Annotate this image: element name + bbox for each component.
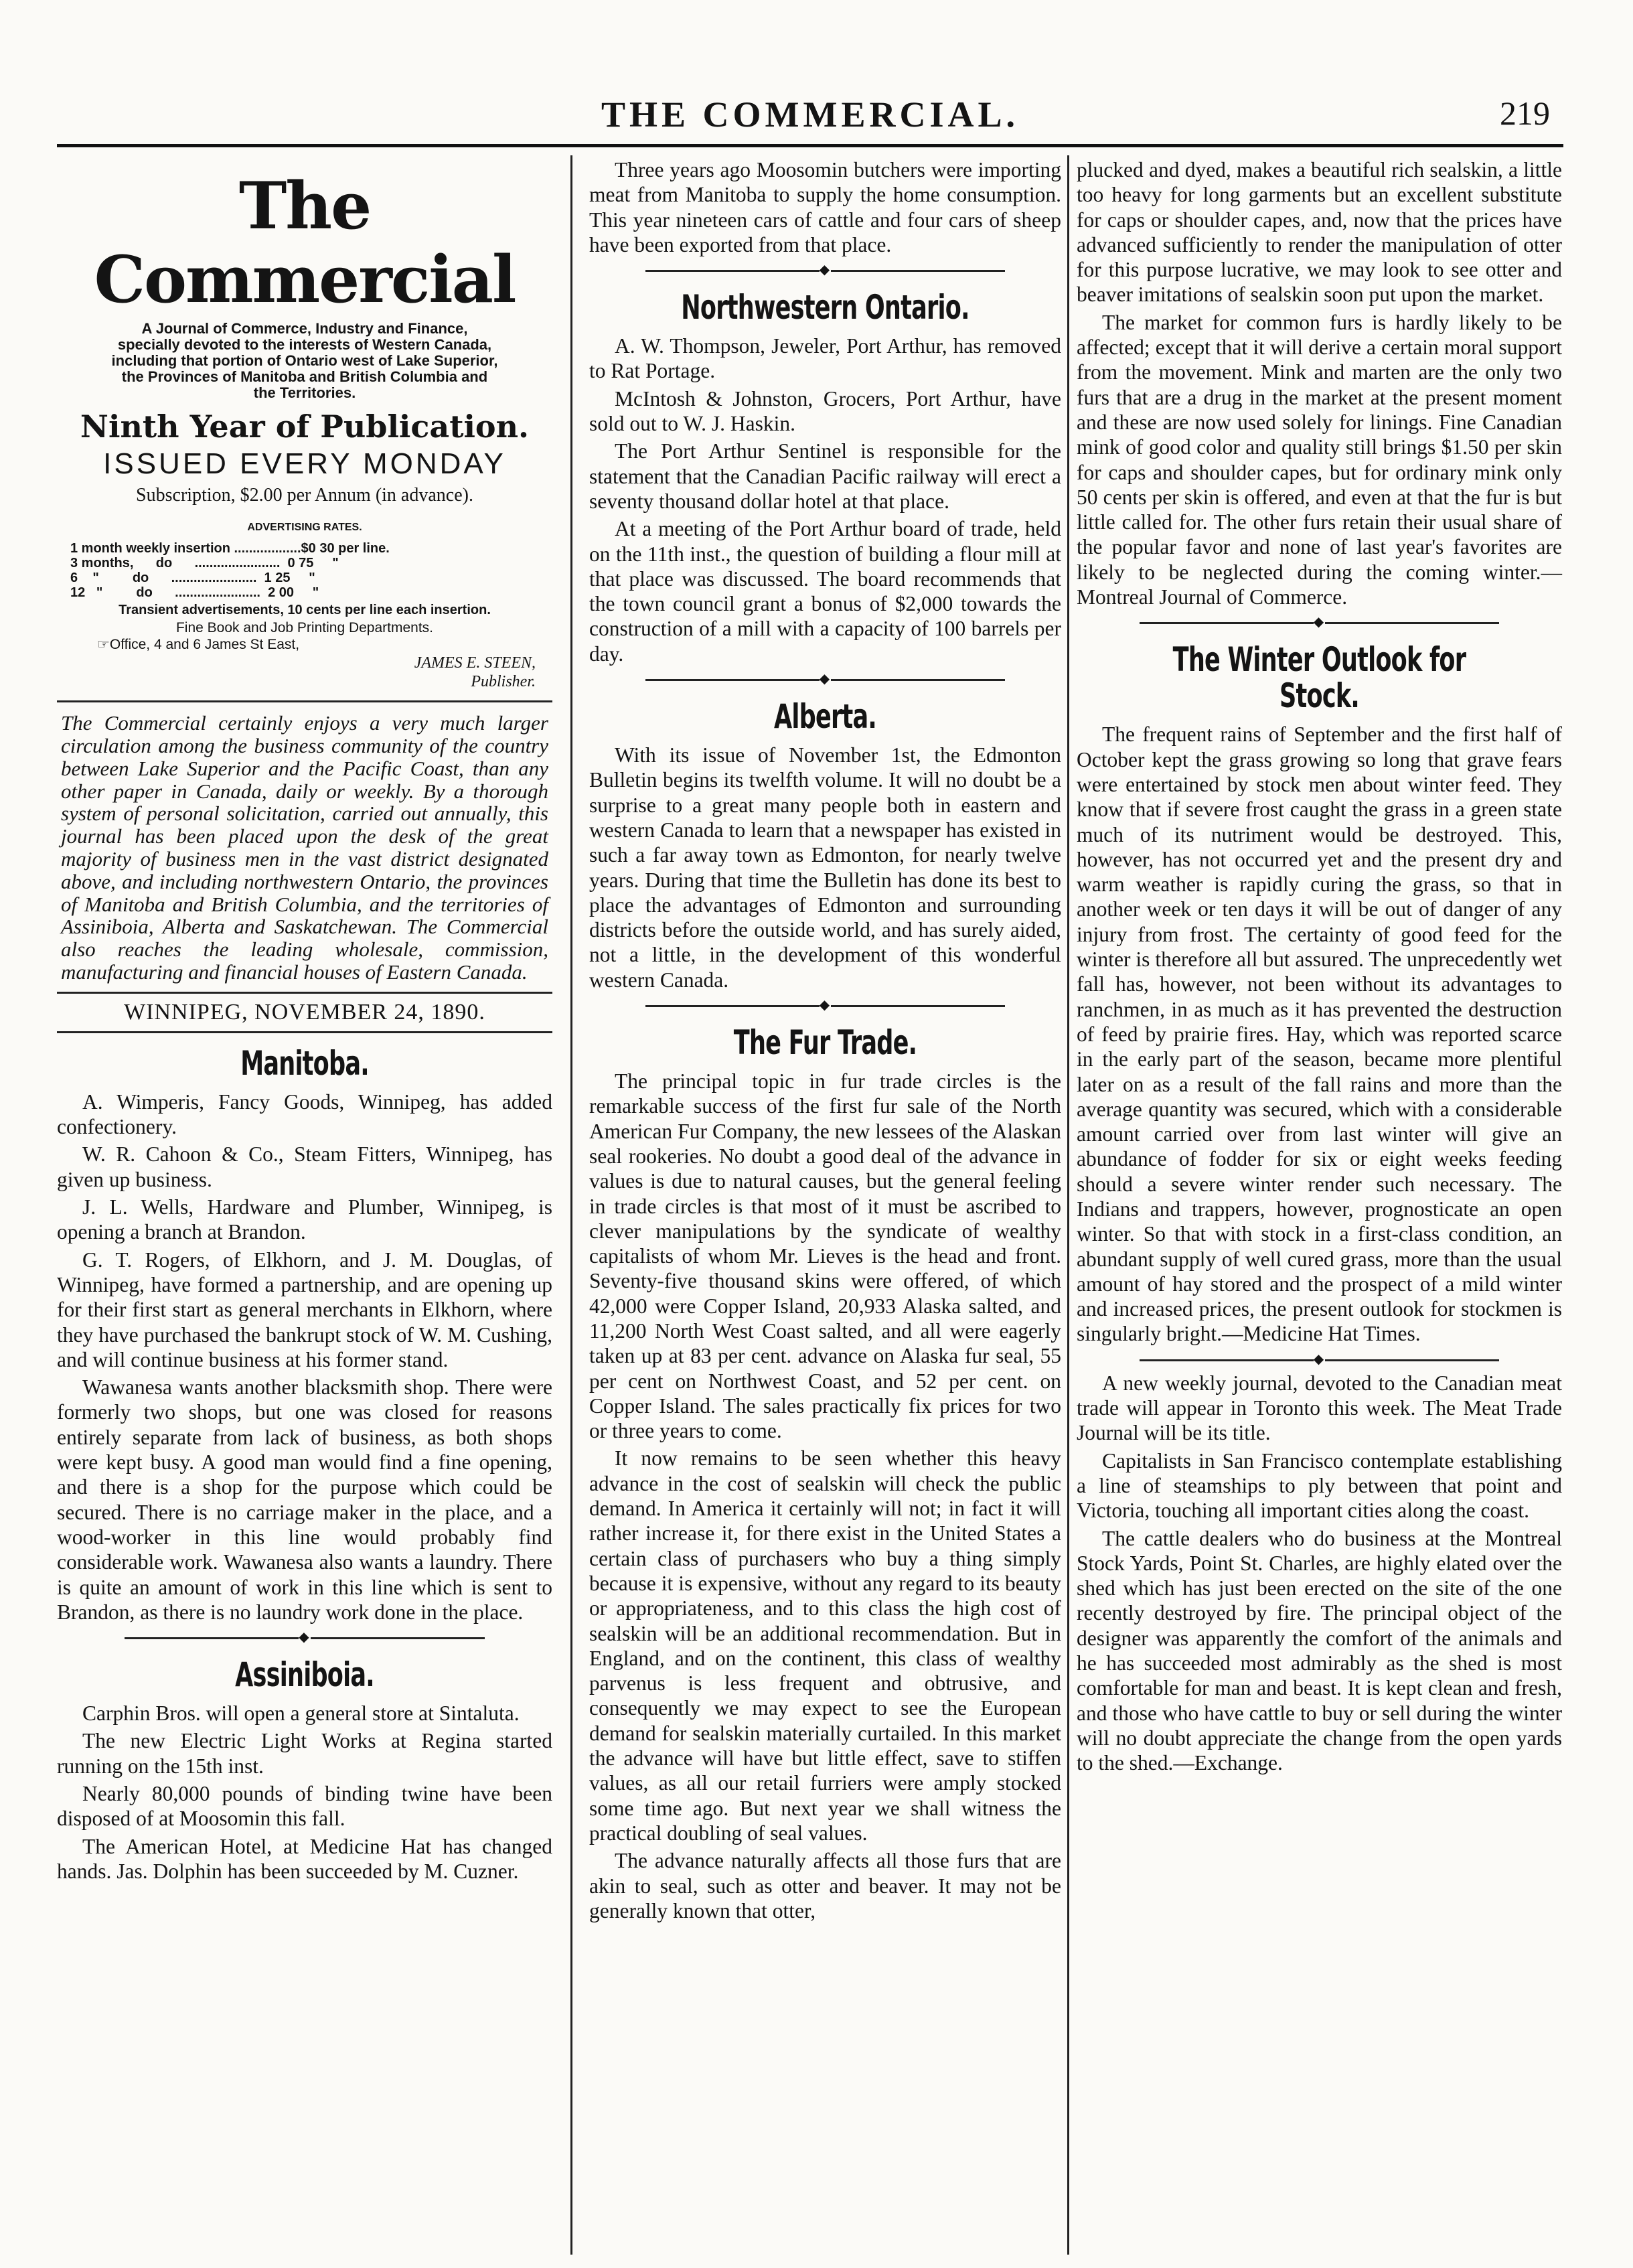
ornament-divider: ◆ [589,672,1061,686]
divider [57,1031,552,1033]
paragraph: The frequent rains of September and the first half of October kept the grass growing so long that grave fears were entertained by stock men about winter feed. They know that if severe frost caught the grass in a green state much of its nutriment would be destroyed. This, however, has not occurred yet and the present dry and warm weather is rapidly curing the grass, so that in another week or ten days it will be out of danger of any injury from frost. The certainty of good feed for the winter is therefore all but assured. The unprecedently wet fall has, however, not been without its advantages to ranchmen, in as much as it has prevented the destruction of feed by prairie fires. Hay, which was reported scarce in the early part of the season, became more plentiful later on as a result of the fall rains and more than the average quantity was secured, which with a considerable amount carried over from last winter will give an abundance of fodder for six or eight weeks feeding should a severe winter render such necessary. The Indians and trappers, however, prognosticate an open winter. So that with stock in a first-class condition, an abundant supply of well cured grass, more than the usual amount of hay stored and the prospect of a mild winter and increased prices, the present outlook for stockmen is singularly bright.—Medicine Hat Times. [1077,723,1562,1346]
rate-row: 12 " do ....................... 2 00 " [70,585,319,601]
column-3 [1077,157,1562,1779]
section-heading-northwestern-ontario: Northwestern Ontario. [681,288,969,327]
paragraph: J. L. Wells, Hardware and Plumber, Winnipeg, is opening a branch at Brandon. [57,1195,552,1244]
page-number: 219 [1500,94,1550,132]
divider [57,992,552,994]
ornament-divider: ◆ [589,998,1061,1012]
paragraph: A. Wimperis, Fancy Goods, Winnipeg, has added confectionery. [57,1089,552,1139]
header-rule [57,144,1563,147]
advertising-heading: ADVERTISING RATES. [247,522,362,533]
divider [57,700,552,702]
paragraph: The advance naturally affects all those furs that are akin to seal, such as otter and beaver. It may not be generally known that otter, [589,1849,1061,1922]
subscription-line: Subscription, $2.00 per Annum (in advance). [136,485,473,506]
ornament-divider: ◆ [1077,615,1562,629]
rate-row: 1 month weekly insertion ..................$0 30 per line. [70,541,390,556]
ornament-divider: ◆ [57,1630,552,1645]
column-divider [1067,155,1069,2255]
paragraph: McIntosh & Johnston, Grocers, Port Arthur, have sold out to W. J. Haskin. [589,386,1061,436]
ornament-divider: ◆ [589,262,1061,277]
rate-row: 3 months, do ....................... 0 75 " [70,556,339,571]
circulation-notice: The Commercial certainly enjoys a very much larger circulation among the business community of the country between Lake Superior and the Pacific Coast, than any other paper in Canada, daily or weekly. By a thorough system of personal solicitation, carried out annually, this journal has been placed upon the desk of the great majority of business men in the vast district designated above, and including northwestern Ontario, the provinces of Manitoba and British Columbia, and the territories of Assiniboia, Alberta and Saskatchewan. The Commercial also reaches the leading wholesale, commission, manufacturing and financial houses of Eastern Canada. [61,711,548,984]
running-header [57,94,1563,142]
column-2 [589,157,1061,1926]
paragraph: With its issue of November 1st, the Edmonton Bulletin begins its twelfth volume. It will no doubt be a surprise to a great many people both in eastern and western Canada to learn that a newspaper has existed in such a far away town as Edmonton, for nearly twelve years. During that time the Bulletin has done its best to place the advantages of Edmonton and surrounding districts before the outside world, and has surely aided, not a little, in the development of this wonderful western Canada. [589,743,1061,992]
paragraph: G. T. Rogers, of Elkhorn, and J. M. Douglas, of Winnipeg, have formed a partnership, and are opening up for their first start as general merchants in Elkhorn, where they have purchased the bankrupt stock of W. M. Cushing, and will continue business at his former stand. [57,1248,552,1371]
paragraph: Three years ago Moosomin butchers were importing meat from Manitoba to supply the home consumption. This year nineteen cars of cattle and four cars of sheep have been exported from that place. [589,158,1061,256]
paragraph: plucked and dyed, makes a beautiful rich sealskin, a little too heavy for long garments but an excellent substitute for caps or shoulder capes, and, now that the prices have advanced sufficiently to render the manipulation of otter for this purpose lucrative, we may look to see otter and beaver imitations of sealskin soon put upon the market. [1077,158,1562,307]
rates-table [70,541,539,600]
dateline: WINNIPEG, NOVEMBER 24, 1890. [124,999,485,1025]
paragraph: A new weekly journal, devoted to the Canadian meat trade will appear in Toronto this week. The Meat Trade Journal will be its title. [1077,1371,1562,1445]
publisher-title: Publisher. [471,673,536,691]
paragraph: A. W. Thompson, Jeweler, Port Arthur, has removed to Rat Portage. [589,334,1061,383]
masthead-title: The Commercial [94,168,516,317]
paragraph: Capitalists in San Francisco contemplate establishing a line of steamships to ply between that point and Victoria, touching all important cities along the coast. [1077,1448,1562,1523]
section-heading-winter-outlook: The Winter Outlook for Stock. [1172,640,1466,716]
section-heading-alberta: Alberta. [774,697,876,737]
paragraph: The market for common furs is hardly likely to be affected; except that it will derive a certain moral support from the movement. Mink and marten are the only two furs that are a drug in the market at the present moment and these are now used solely for linings. Fine Canadian mink of good color and quality still brings $1.50 per skin for caps and shoulder capes, but for ordinary mink only 50 cents per skin is offered, and even at that the fur is but little called for. The other furs retain their usual share of the popular favor and none of last year's favorites are likely to be neglected during the coming winter.—Montreal Journal of Commerce. [1077,310,1562,609]
column-1 [57,157,552,1886]
section-heading-manitoba: Manitoba. [240,1043,369,1083]
masthead-description: A Journal of Commerce, Industry and Finance, specially devoted to the interests of Western Canada, including that portion of Ontario west of Lake Superior, the Provinces of Manitoba and British Columbia and the Territories. [111,320,498,401]
paragraph: Nearly 80,000 pounds of binding twine have been disposed of at Moosomin this fall. [57,1781,552,1831]
transient-rates: Transient advertisements, 10 cents per line each insertion. [119,603,491,618]
paragraph: W. R. Cahoon & Co., Steam Fitters, Winnipeg, has given up business. [57,1142,552,1191]
section-heading-assiniboia: Assiniboia. [235,1655,374,1695]
paragraph: It now remains to be seen whether this heavy advance in the cost of sealskin will check the public demand. In America it certainly will not; in fact it will rather increase it, for there exist in the United States a certain class of purchasers who buy a thing simply because it is expensive, without any regard to its beauty or appropriateness, and to this class the high cost of sealskin will be an additional recommendation. But in England, and on the continent, this class of wealthy parvenus is less frequent and obtrusive, and consequently we may expect to see the European demand for sealskin materially curtailed. In this market the advance will have but little effect, save to stiffen values, as all our retail furriers were amply stocked some time ago. But next year we shall witness the practical doubling of seal values. [589,1446,1061,1845]
paragraph: The cattle dealers who do business at the Montreal Stock Yards, Point St. Charles, are highly elated over the shed which has just been erected on the site of the one recently destroyed by fire. The principal object of the designer was apparently the comfort of the animals and he has succeeded most admirably as the shed is most comfortable for man and beast. It is kept clean and fresh, and those who have cattle to buy or sell during the winter will no doubt appreciate the change from the open yards to the shed.—Exchange. [1077,1526,1562,1775]
issued-line: ISSUED EVERY MONDAY [103,447,506,480]
paragraph: The new Electric Light Works at Regina started running on the 15th inst. [57,1729,552,1778]
paragraph: At a meeting of the Port Arthur board of trade, held on the 11th inst., the question of building a flour mill at that place was discussed. The board recommends that the town council grant a bonus of $2,000 towards the construction of a mill with a capacity of 100 barrels per day. [589,517,1061,666]
running-title: THE COMMERCIAL. [601,94,1019,135]
section-heading-fur-trade: The Fur Trade. [733,1023,917,1063]
paragraph: Carphin Bros. will open a general store at Sintaluta. [82,1702,520,1726]
publisher-name: JAMES E. STEEN, [414,654,536,672]
rate-row: 6 " do ....................... 1 25 " [70,571,315,586]
paragraph: The Port Arthur Sentinel is responsible for the statement that the Canadian Pacific railway will erect a seventy thousand dollar hotel at that place. [589,439,1061,513]
printing-departments: Fine Book and Job Printing Departments. [175,620,434,636]
column-divider [570,155,572,2255]
publication-year: Ninth Year of Publication. [80,408,530,445]
office-address: ☞Office, 4 and 6 James St East, [97,637,300,653]
paragraph: The American Hotel, at Medicine Hat has changed hands. Jas. Dolphin has been succeeded by M. Cuzner. [57,1834,552,1883]
paragraph: The principal topic in fur trade circles is the remarkable success of the first fur sale of the North American Fur Company, the new lessees of the Alaskan seal rookeries. No doubt a good deal of the advance in values is due to natural causes, but the general feeling in trade circles is that most of it must be ascribed to clever manipulations by the syndicate of wealthy capitalists of whom Mr. Lieves is the head and front. Seventy-five thousand skins were offered, of which 42,000 were Copper Island, 20,933 Alaska salted, and 11,200 North West Coast salted, and all were eagerly taken up at 83 per cent. advance on Alaska fur seal, 55 per cent on Northwest Coast, and 52 per cent. on Copper Island. The sales practically fix prices for two or three years to come. [589,1069,1061,1443]
ornament-divider: ◆ [1077,1352,1562,1367]
paragraph: Wawanesa wants another blacksmith shop. There were formerly two shops, but one was closed for reasons entirely separate from lack of business, as both shops were kept busy. A good man would find a fine opening, and there is a shop for the purpose which could be secured. There is no carriage maker in the place, and a wood-worker in this line would probably find considerable work. Wawanesa also wants a laundry. There is quite an amount of work in this line which is sent to Brandon, as there is no laundry work done in the place. [57,1375,552,1624]
